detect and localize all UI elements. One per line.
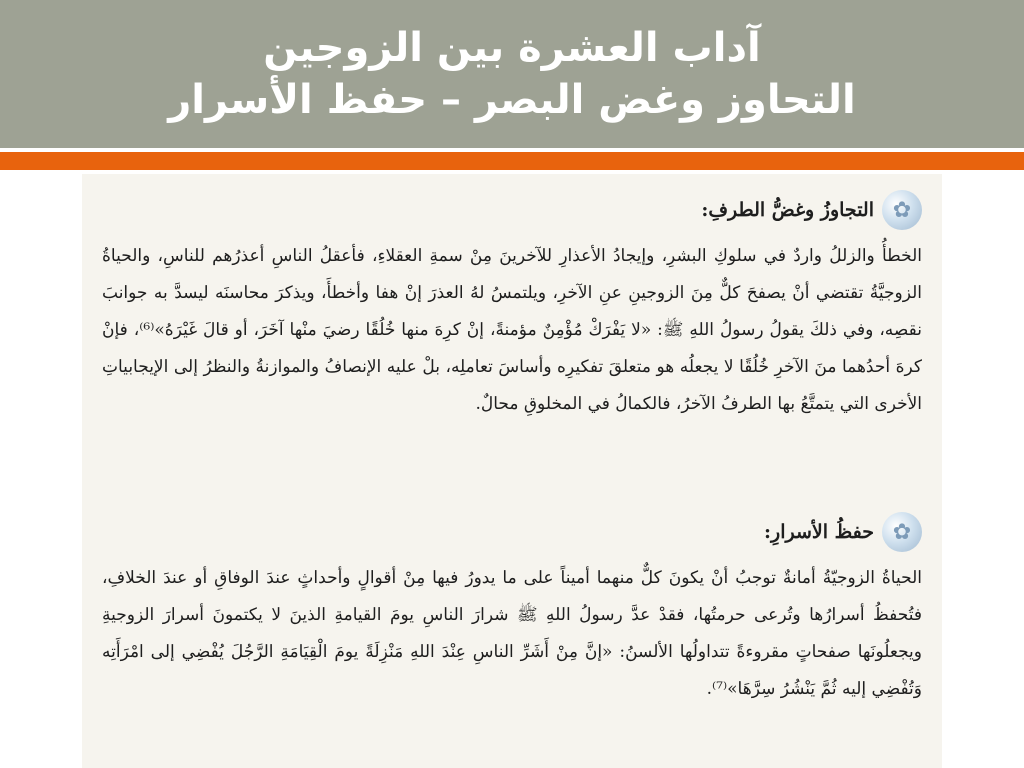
section-heading: التجاوزُ وغضُّ الطرفِ: <box>701 199 874 221</box>
slide-title-line2: التحاوز وغض البصر – حفظ الأسرار <box>168 77 856 123</box>
scanned-document <box>82 174 942 768</box>
slide-title-line1: آداب العشرة بين الزوجين <box>263 25 761 71</box>
section-paragraph: الحياةُ الزوجيّةُ أمانةٌ توجبُ أنْ يكونَ كلٌّ منهما أميناً على ما يدورُ فيها مِنْ أقوالٍ وأحداثٍ عندَ الوفاقِ أو عندَ الخلافِ، فتُحفظُ أسرارُها وتُرعى حرمتُها، فقدْ عدَّ رسولُ اللهِ ﷺ شرارَ الناسِ يومَ القيامةِ الذينَ لا يكتمونَ أسرارَ الزوجيةِ ويجعلُونَها صفحاتٍ مقروءةً تتداولُها الألسنُ: «إنَّ مِنْ أَشَرِّ الناسِ عِنْدَ اللهِ مَنْزِلَةً يومَ الْقِيَامَةِ الرَّجُلَ يُفْضِي إلى امْرَأَتِه وَتُفْضِي إليه ثُمَّ يَنْشُرُ سِرَّهَا»⁽⁷⁾. <box>102 568 922 699</box>
flower-ornament-icon: ✿ <box>882 512 922 552</box>
section-heading-row <box>102 190 922 230</box>
section-forgiveness <box>102 190 922 423</box>
section-keeping-secrets <box>102 512 922 708</box>
header-divider-orange <box>0 152 1024 170</box>
section-heading: حفظُ الأسرارِ: <box>764 521 874 543</box>
section-paragraph: الخطأُ والزللُ واردٌ في سلوكِ البشرِ، وإيجادُ الأعذارِ للآخرينَ مِنْ سمةِ العقلاءِ، فأعقلُ الناسِ أعذرُهم للناسِ، والحياةُ الزوجيَّةُ تقتضي أنْ يصفحَ كلٌّ مِنَ الزوجينِ عنِ الآخرِ، ويلتمسُ لهُ العذرَ إنْ هفا وأخطأَ، ويذكرَ محاسنَه ليسدَّ به جوانبَ نقصِه، وفي ذلكَ يقولُ رسولُ اللهِ ﷺ: «لا يَفْرَكْ مُؤْمِنٌ مؤمنةً، إنْ كرِهَ منها خُلُقًا رضيَ منْها آخَرَ، أو قالَ غَيْرَهُ»⁽⁶⁾، فإنْ كرهَ أحدُهما منَ الآخرِ خُلُقًا لا يجعلُه هو متعلقَ تفكيرِه وأساسَ تعاملِه، بلْ عليه الإنصافُ والموازنةُ والنظرُ إلى الإيجابياتِ الأخرى التي يتمتَّعُ بها الطرفُ الآخرُ، فالكمالُ في المخلوقِ محالٌ. <box>102 246 922 414</box>
section-heading-row <box>102 512 922 552</box>
flower-ornament-icon: ✿ <box>882 190 922 230</box>
slide-header <box>0 0 1024 148</box>
